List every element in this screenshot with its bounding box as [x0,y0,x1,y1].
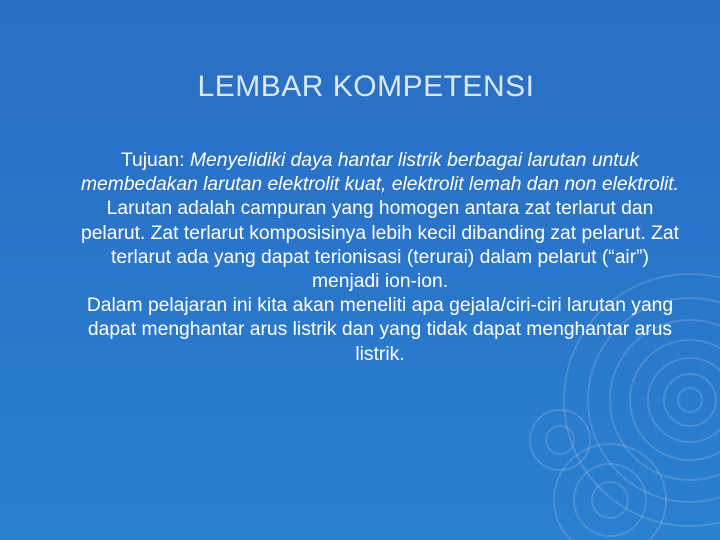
objective-label: Tujuan: [120,150,190,171]
slide-body [80,149,680,367]
objective-paragraph [80,149,680,197]
objective-text: Menyelidiki daya hantar listrik berbagai larutan untuk membedakan larutan elektrolit kuat, elektrolit lemah dan non elektrolit. [80,150,680,196]
slide-title: LEMBAR KOMPETENSI [197,70,535,103]
definition-paragraph: Larutan adalah campuran yang homogen antara zat terlarut dan pelarut. Zat terlarut komposisinya lebih kecil dibanding zat pelarut. Zat terlarut ada yang dapat terionisasi (terurai) dalam pelarut (“air”) menjadi ion-ion. [80,198,680,293]
lesson-paragraph: Dalam pelajaran ini kita akan meneliti apa gejala/ciri-ciri larutan yang dapat menghantar arus listrik dan yang tidak dapat menghantar arus listrik. [86,295,674,365]
